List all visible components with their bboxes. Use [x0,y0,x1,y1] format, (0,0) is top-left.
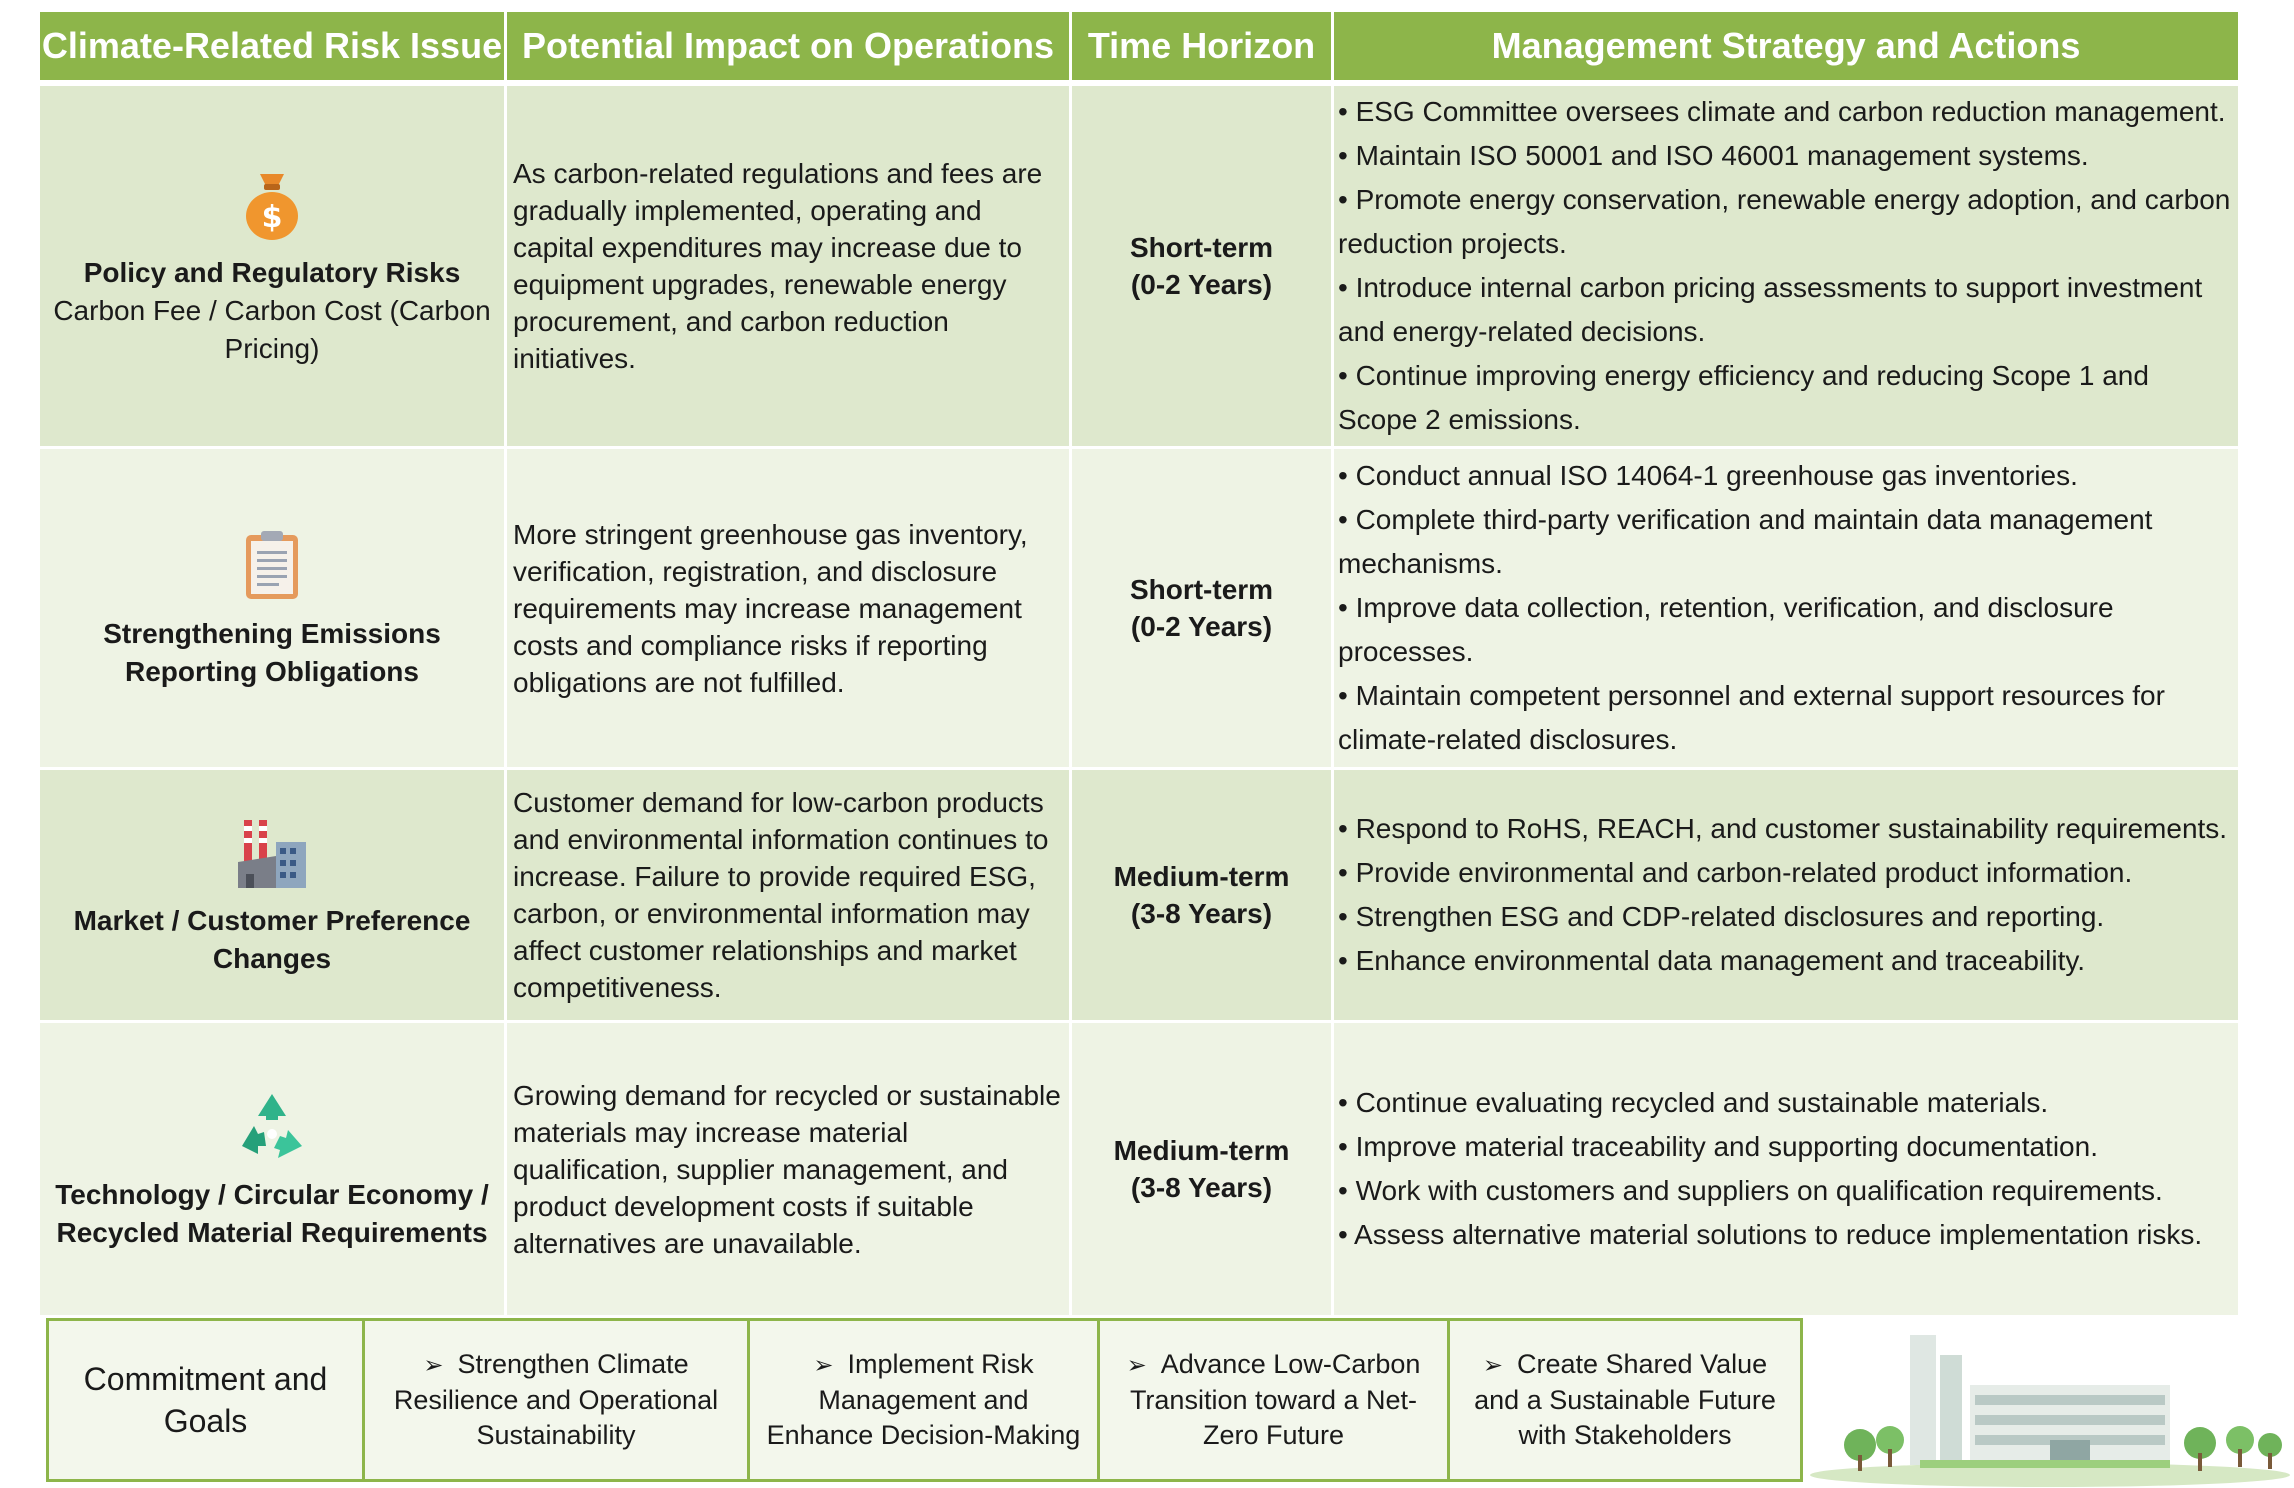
header-horizon: Time Horizon [1072,12,1334,80]
goal-item [1450,1321,1800,1479]
action-item: • Introduce internal carbon pricing assessments to support investment and energy-related decisions. [1338,272,2203,347]
horizon-cell [1072,449,1334,767]
risk-subtitle: Carbon Fee / Carbon Cost (Carbon Pricing) [53,295,491,364]
impact-cell: Growing demand for recycled or sustainable materials may increase material qualification, supplier management, and product development costs if suitable alternatives are unavailable. [507,1023,1072,1315]
action-item: • Complete third-party verification and maintain data management mechanisms. [1338,504,2153,579]
risk-title: Technology / Circular Economy / Recycled Material Requirements [55,1179,489,1248]
impact-cell: As carbon-related regulations and fees are gradually implemented, operating and capital expenditures may increase due to equipment upgrades, renewable energy procurement, and carbon reduction initiatives. [507,86,1072,446]
action-item: • Improve data collection, retention, verification, and disclosure processes. [1338,592,2114,667]
clipboard-icon [232,525,312,605]
action-item: • Strengthen ESG and CDP-related disclosures and reporting. [1338,901,2105,932]
goal-item [365,1321,750,1479]
strategy-cell [1334,770,2238,1020]
risk-issue-cell [40,449,507,767]
action-item: • ESG Committee oversees climate and carbon reduction management. [1338,96,2226,127]
action-item: • Provide environmental and carbon-related product information. [1338,857,2133,888]
horizon-cell [1072,86,1334,446]
table-row [40,770,2238,1020]
table-row [40,1023,2238,1315]
horizon-term: Short-term [1129,232,1274,263]
action-item: • Respond to RoHS, REACH, and customer sustainability requirements. [1338,813,2228,844]
horizon-term: Medium-term [1113,1135,1290,1166]
horizon-years: (3-8 Years) [1130,898,1273,929]
risk-title: Policy and Regulatory Risks [83,257,461,288]
strategy-cell [1334,86,2238,446]
horizon-cell [1072,1023,1334,1315]
header-impact: Potential Impact on Operations [507,12,1072,80]
goal-text: Create Shared Value and a Sustainable Future with Stakeholders [1474,1349,1776,1450]
goal-text: Implement Risk Management and Enhance Decision-Making [766,1349,1081,1450]
impact-cell: More stringent greenhouse gas inventory, verification, registration, and disclosure requirements may increase management costs and compliance risks if reporting obligations are not fulfilled. [507,449,1072,767]
arrow-bullet-icon: ➢ [423,1352,444,1379]
horizon-term: Short-term [1129,574,1274,605]
risk-title: Strengthening Emissions Reporting Obligations [103,618,441,687]
goal-text: Advance Low-Carbon Transition toward a Net-Zero Future [1129,1349,1421,1450]
arrow-bullet-icon: ➢ [813,1352,834,1379]
action-item: • Conduct annual ISO 14064-1 greenhouse gas inventories. [1338,460,2078,491]
header-strategy: Management Strategy and Actions [1334,12,2238,80]
action-item: • Continue evaluating recycled and sustainable materials. [1338,1087,2049,1118]
horizon-years: (0-2 Years) [1130,269,1273,300]
impact-cell: Customer demand for low-carbon products and environmental information continues to increase. Failure to provide required ESG, carbon, or environmental information may affect customer relationships and market competitiveness. [507,770,1072,1020]
risk-issue-cell [40,86,507,446]
risk-issue-cell [40,770,507,1020]
goal-item [750,1321,1100,1479]
horizon-years: (0-2 Years) [1130,611,1273,642]
horizon-term: Medium-term [1113,861,1290,892]
money-bag-icon [232,164,312,244]
table-row [40,86,2238,446]
table-header [40,12,2238,80]
risk-title: Market / Customer Preference Changes [73,905,471,974]
risk-issue-cell [40,1023,507,1315]
arrow-bullet-icon: ➢ [1126,1352,1147,1379]
commitment-label: Commitment and Goals [49,1321,365,1479]
action-item: • Assess alternative material solutions to reduce implementation risks. [1338,1219,2203,1250]
horizon-cell [1072,770,1334,1020]
strategy-cell [1334,1023,2238,1315]
recycle-icon [232,1086,312,1166]
horizon-years: (3-8 Years) [1130,1172,1273,1203]
arrow-bullet-icon: ➢ [1482,1352,1503,1379]
action-item: • Improve material traceability and supporting documentation. [1338,1131,2098,1162]
factory-icon [232,812,312,892]
action-item: • Maintain ISO 50001 and ISO 46001 management systems. [1338,140,2089,171]
header-issue: Climate-Related Risk Issue [40,12,507,80]
action-item: • Continue improving energy efficiency and reducing Scope 1 and Scope 2 emissions. [1338,360,2149,435]
action-item: • Maintain competent personnel and external support resources for climate-related disclosures. [1338,680,2165,755]
action-item: • Promote energy conservation, renewable energy adoption, and carbon reduction projects. [1338,184,2231,259]
strategy-cell [1334,449,2238,767]
goal-text: Strengthen Climate Resilience and Operational Sustainability [393,1349,719,1450]
goal-item [1100,1321,1450,1479]
commitment-goals-bar [46,1318,1803,1482]
green-building-illustration [1800,1315,2294,1488]
svg-text:$: $ [261,200,283,235]
table-row [40,449,2238,767]
action-item: • Enhance environmental data management and traceability. [1338,945,2086,976]
action-item: • Work with customers and suppliers on qualification requirements. [1338,1175,2163,1206]
